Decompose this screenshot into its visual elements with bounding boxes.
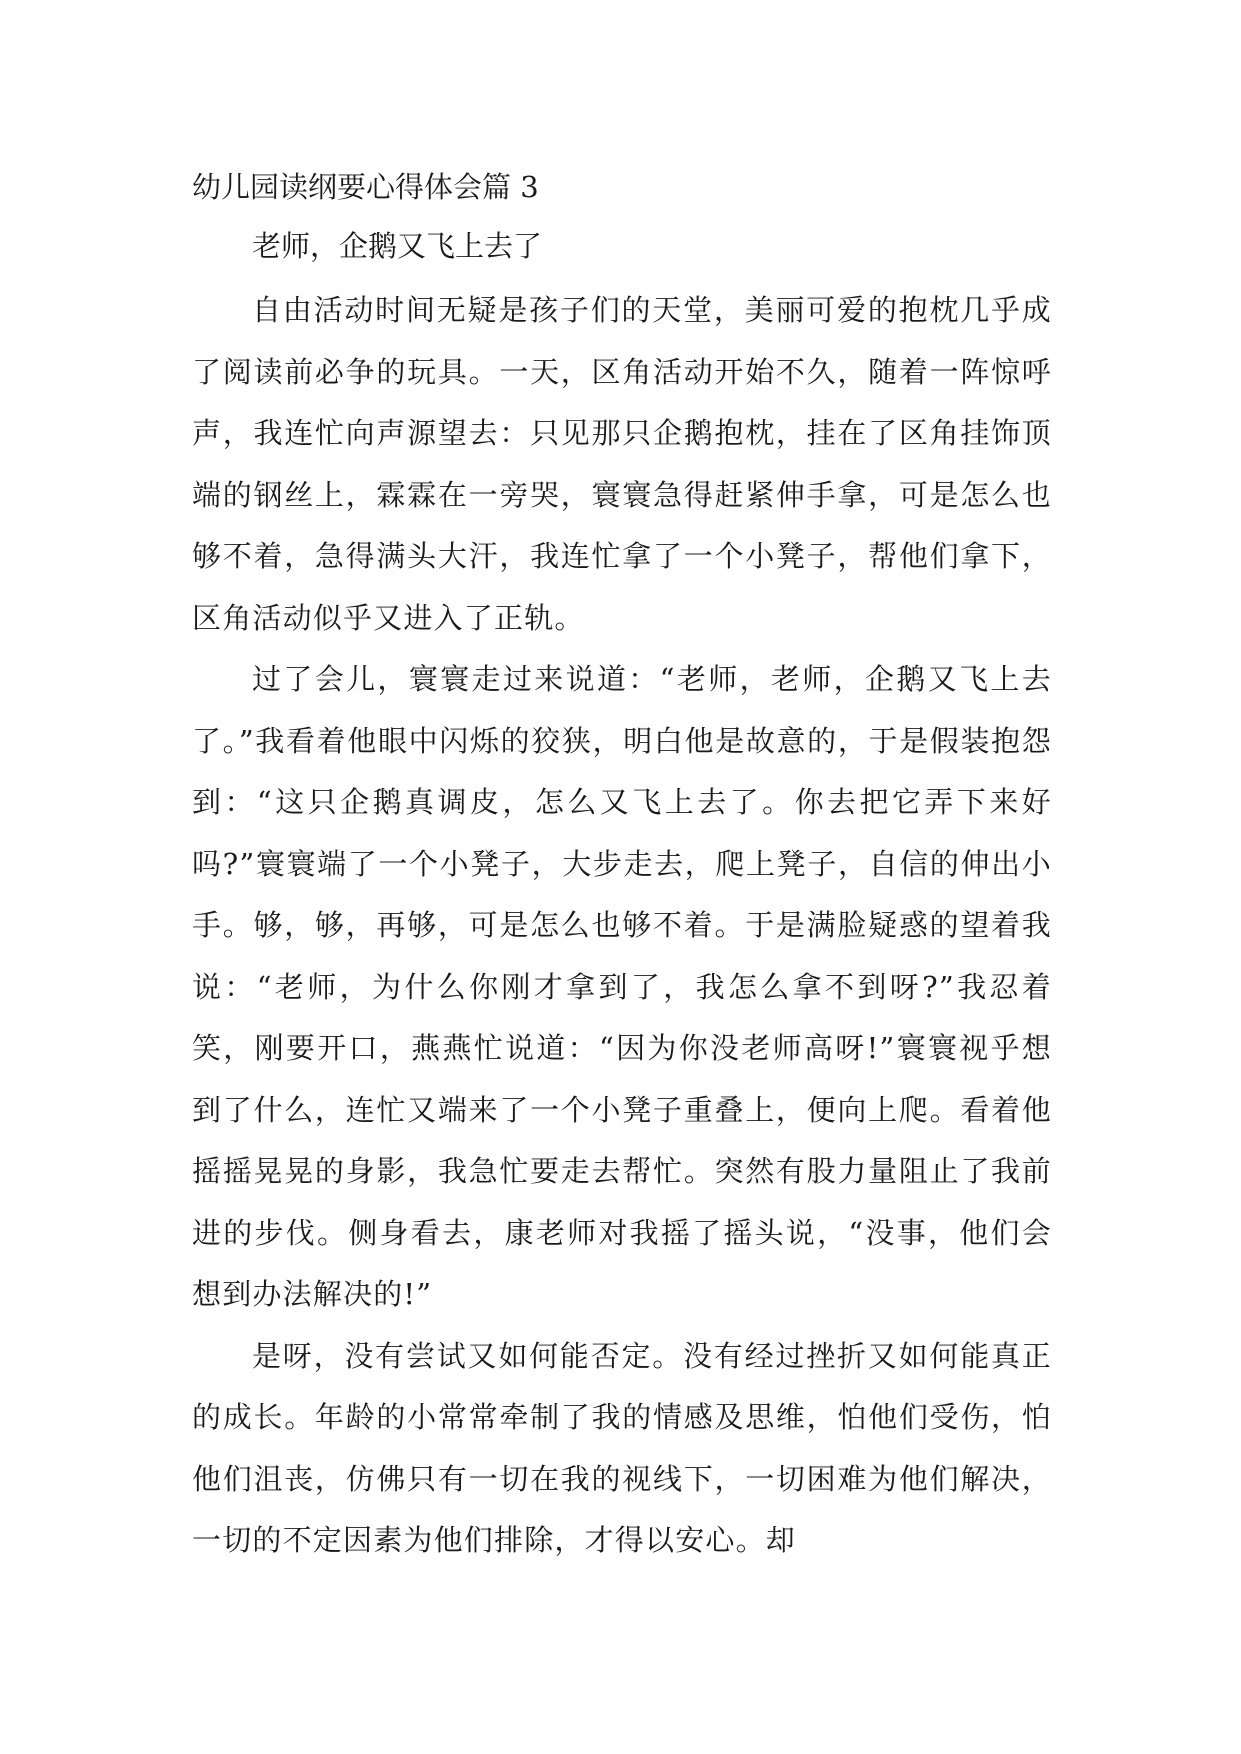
document-title: 幼儿园读纲要心得体会篇 3 bbox=[192, 170, 539, 204]
document-body bbox=[192, 162, 1052, 1572]
essay-title: 老师，企鹅又飞上去了 bbox=[252, 229, 543, 263]
paragraph-3: 是呀，没有尝试又如何能否定。没有经过挫折又如何能真正的成长。年龄的小常常牵制了我的情感及思维，怕他们受伤，怕他们沮丧，仿佛只有一切在我的视线下，一切困难为他们解决，一切的不定因素为他们排除，才得以安心。却 bbox=[192, 1338, 1052, 1557]
paragraph-1: 自由活动时间无疑是孩子们的天堂，美丽可爱的抱枕几乎成了阅读前必争的玩具。一天，区角活动开始不久，随着一阵惊呼声，我连忙向声源望去：只见那只企鹅抱枕，挂在了区角挂饰顶端的钢丝上，霖霖在一旁哭，寰寰急得赶紧伸手拿，可是怎么也够不着，急得满头大汗，我连忙拿了一个小凳子，帮他们拿下，区角活动似乎又进入了正轨。 bbox=[192, 293, 1052, 635]
paragraph-2: 过了会儿，寰寰走过来说道：“老师，老师，企鹅又飞上去了。”我看着他眼中闪烁的狡狭，明白他是故意的，于是假装抱怨到：“这只企鹅真调皮，怎么又飞上去了。你去把它弄下来好吗?”寰寰端了一个小凳子，大步走去，爬上凳子，自信的伸出小手。够，够，再够，可是怎么也够不着。于是满脸疑惑的望着我说：“老师，为什么你刚才拿到了，我怎么拿不到呀?”我忍着笑，刚要开口，燕燕忙说道：“因为你没老师高呀!”寰寰视乎想到了什么，连忙又端来了一个小凳子重叠上，便向上爬。看着他摇摇晃晃的身影，我急忙要走去帮忙。突然有股力量阻止了我前进的步伐。侧身看去，康老师对我摇了摇头说，“没事，他们会想到办法解决的!” bbox=[192, 662, 1052, 1311]
